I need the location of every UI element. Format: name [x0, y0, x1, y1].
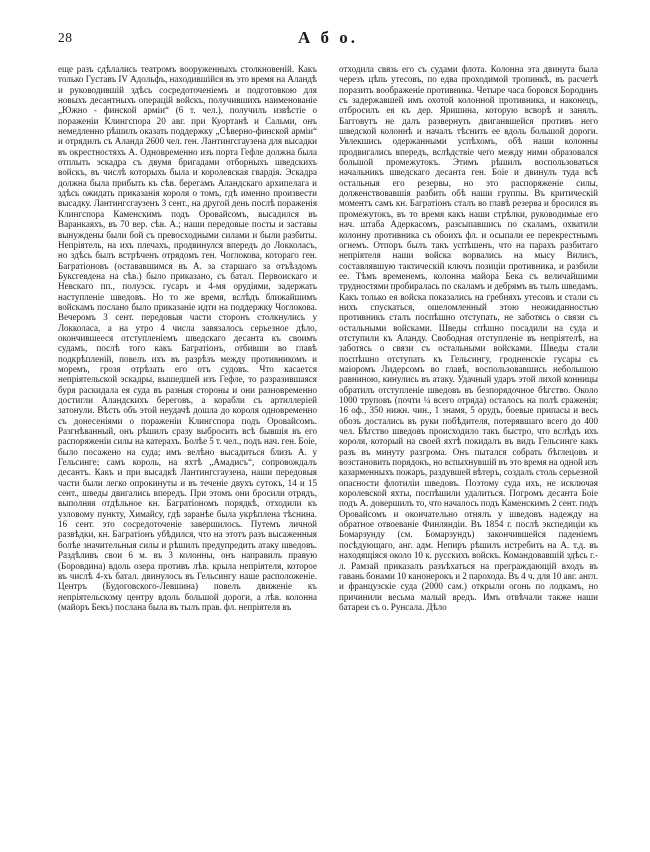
paragraph: отходила связь его съ судами флота. Колонна эта двинута была черезъ цѣпь утесовъ, по едва проходимой тропинкѣ, въ расчетѣ поразить воображеніе противника. Четыре часа боровся Бородинъ съ задержавшей имъ охотой колонной противника, и наконецъ, отбросилъ ея къ дер. Яришина, которую всворѣ и занялъ. Багговутъ не далъ развернуть двиганвшейся противъ него шведской колоннѣ и началъ тѣснить ее вдоль большой дороги. Увлекшись одержанными успѣхомъ, обѣ наши колонны продвигались впередъ, вслѣдствіе чего между ними образовался большой промежутокъ. Этимъ рѣшилъ воспользоваться начальникъ шведскаго десанта ген. Боіе и двинулъ туда всѣ остальныя его резервы, но это распоряженіе силы, долженствовавшія разбить обѣ наши группы. Въ критическій моментъ самъ кн. Багратіонъ сталъ во главѣ резерва и бросился въ промежутокъ, въ то время какъ наши стрѣлки, руководимые его нач. штаба Адеркасомъ, разсыпавшись по скаламъ, охватили колонну противника съ обоихъ фл. и осыпали ее перекрестнымъ огнемъ. Отпоръ былъ такъ успѣшенъ, что на парахъ разбитаго непріятеля наши войска ворвались на мысу Вилисъ, составлявшую тактическій ключъ позиціи противника, и разбили ее. Тѣмъ временемъ, колонна майора Бека съ величайшими трудностями пробиралась по скаламъ и дебрямъ въ тылъ шведамъ. Какъ только ея войска показались на гребняхъ утесовъ и стали съ нихъ спускаться, ошеломленный этою неожиданностью противникъ сталъ поспѣшно отступать, не заботясь о связи съ остальными войсками. Шведы спѣшно посадили на суда и отступили къ Аланду. Свободная отступленіе въ непріятелѣ, на заботясь о связи съ остальными войсками. Шведы стали поспѣшно отступать къ Гельсингу, гродненскіе гусары съ маіоромъ Лидерсомъ во главѣ, воспользовавшись небольшою равниною, кинулись въ атаку. Удачный ударъ этой лихой конницы обратилъ отступленіе шведовъ въ безпорядочное бѣгство. Около 1000 труповъ (почти ¼ всего отряда) осталось на полѣ сраженія; 16 оф., 350 нижн. чин., 1 знамя, 5 орудъ, боевые припасы и весь обозъ достались въ руки побѣдителя, потерявшаго всего до 400 чел. Бѣгство шведовъ происходило такъ быстро, что вслѣдъ ихъ короля, который на своей яхтѣ покидалъ въ видъ Гельсинге какъ разъ въ минуту разгрома. Онъ пытался собрать бѣглецовъ и возстановить порядокъ, но вспыхнувшій въ это время на одной изъ казарменныхъ пожаръ, раздувшей вѣтеръ, создалъ столь серьезной опасности флотиліи шведовъ. Поэтому суда ихъ, не исключая королевской яхты, поспѣшили удалиться. Погромъ десанта Боіе подъ А. довершилъ то, что началось подъ Каменскимъ 2 сент. подъ Оровайсомъ и окончательно отнялъ у шведовъ надежду на обратное отвоеваніе Финляндіи. Въ 1854 г. послѣ экспедиціи къ Бомарзунду (см. Бомарзундъ) закончившейся паденіемъ посѣдующаго, анг. адм. Непиръ рѣшилъ истребить на А. т.д. въ находящіяся около 10 к. русскихъ войскъ. Командовавшій здѣсь г.-л. Рамзай приказалъ разъѣхаться на преграждающій входъ въ гавань бонами 10 канонерокъ и 2 парохода. Въ 4 ч. для 10 авг. англ. и французскіе суда (2000 сам.) открыли огонь по лодкамъ, но причинили весьма малый вредъ. Имъ отвѣчали также наши батареи съ о. Рунсала. Дѣло	[339, 64, 598, 612]
page-number: 28	[58, 30, 73, 45]
column-left	[58, 64, 317, 612]
column-right	[339, 64, 598, 612]
text-columns	[58, 64, 598, 832]
paragraph: еще разъ сдѣлались театромъ вооруженныхъ столкновеній. Какъ только Густавъ IV Адольфъ, находившійся въ это время на Аландѣ и руководившій здѣсь сосредоточеніемъ и подготовкою для новыхъ десантныхъ операцій войскъ, получившихъ наименованіе „Южно - финской арміи“ (6 т. чел.), получилъ извѣстіе о пораженіи Клингспора 20 авг. при Куортанѣ и Сальми, онъ немедленно рѣшилъ оказать поддержку „Сѣверно-финской арміи“ и отрядилъ съ Аланда 2600 чел. ген. Лантингсгаузена для высадки въ окрестностяхъ А. Одновременно изъ порта Гефле должна была отплыть эскадра съ двумя бригадами отборныхъ шведскихъ войскъ, въ числѣ которыхъ была и королевская гвардія. Эскадра должна была прибыть къ сѣв. берегамъ Аландскаго архипелага и здѣсь ожидать приказанія короля о томъ, гдѣ именно произвести высадку. Лантингсгаузенъ 3 сент., на другой день послѣ пораженія Клингспора Каменскимъ подъ Оровайсомъ, высадился въ Варанкаяхъ, въ 70 вер. сѣв. А.; наши передовые посты и заставы вынуждены были бой съ превосходными силами и были разбиты. Непріятель, на ихъ плечахъ, продвинулся впередъ до Локколасъ, но здѣсь былъ встрѣченъ отрядомъ ген. Чоглокова, котораго ген. Багратіоновъ (остававшимся въ А. за старшаго за отъѣздомъ Буксгевдена на сѣв.) было приказано, съ батал. Первоискаго и Невскаго пп., полуэск. гусаръ и 4-мя орудіями, задержать наступленіе шведовъ. Но то же время, вслѣдъ ближайшимъ войскамъ послано было приказаніе идти на поддержку Чоглокова. Вечеромъ 3 сент. передовыя части сторонъ столкнулись у Локколаса, а на утро 4 числа завязалось серьезное дѣло, окончившееся отступленіемъ шведскаго десанта къ своимъ судамъ, послѣ того какъ Багратіонъ, отбивши во главѣ подкрѣпленій, повелъ ихъ въ разрѣзъ между противникомъ и моремъ, грозя отрѣзать его отъ судовъ. Что касается непріятельской эскадры, вышедшей изъ Гефле, то разразившаяся буря раскидала ея суда въ разныя стороны и они разновременно достигли Аландскихъ береговъ, а корабли съ артиллеріей затонули. Вѣсть объ этой неудачѣ дошла до короля одновременно съ донесеніями о пораженіи Клингспора подъ Оровайсомъ. Разгнѣванный, онъ рѣшилъ сразу выбросить всѣ бывшія въ его распоряженіи силы на катерахъ. Болѣе 5 т. чел., подъ нач. ген. Боіе, было посажено на суда; имъ велѣно высадиться близъ А. у Гельсинге; самъ король, на яхтѣ „Амадисъ“, сопровождалъ десантъ. Какъ и при высадкѣ Лантингсгаузена, наши передовыя части были легко опрокинуты и въ теченіе двухъ сутокъ, 14 и 15 сент., шведы двигались впередъ. При этомъ они бросили отрядъ, выполняя отдѣльное кн. Багратіономъ порядкѣ, отходили къ узловому пункту, Химайсу, гдѣ заранѣе была укрѣплена тѣснина. 16 сент. это сосредоточеніе завершилось. Путемъ личной развѣдки, кн. Багратіонъ убѣдился, что на этотъ разъ высаженныя болѣе значительныя силы и рѣшилъ предупредить атаку шведовъ. Раздѣливъ свои 6 м. въ 3 колонны, онъ направилъ правую (Боровдина) вдоль озера противъ лѣв. крыла непріятеля, которое въ числѣ 4-хъ батал. двинулось въ Гельсингу наше расположеніе. Центръ (Будоговского-Левшина) повелъ движеніе къ непріятельскому центру вдоль большой дороги, а лѣв. колонна (майоръ Бекъ) послана была въ тылъ прав. фл. непріятеля въ	[58, 64, 317, 612]
running-title: А б о.	[297, 28, 359, 47]
page-header	[58, 30, 598, 64]
